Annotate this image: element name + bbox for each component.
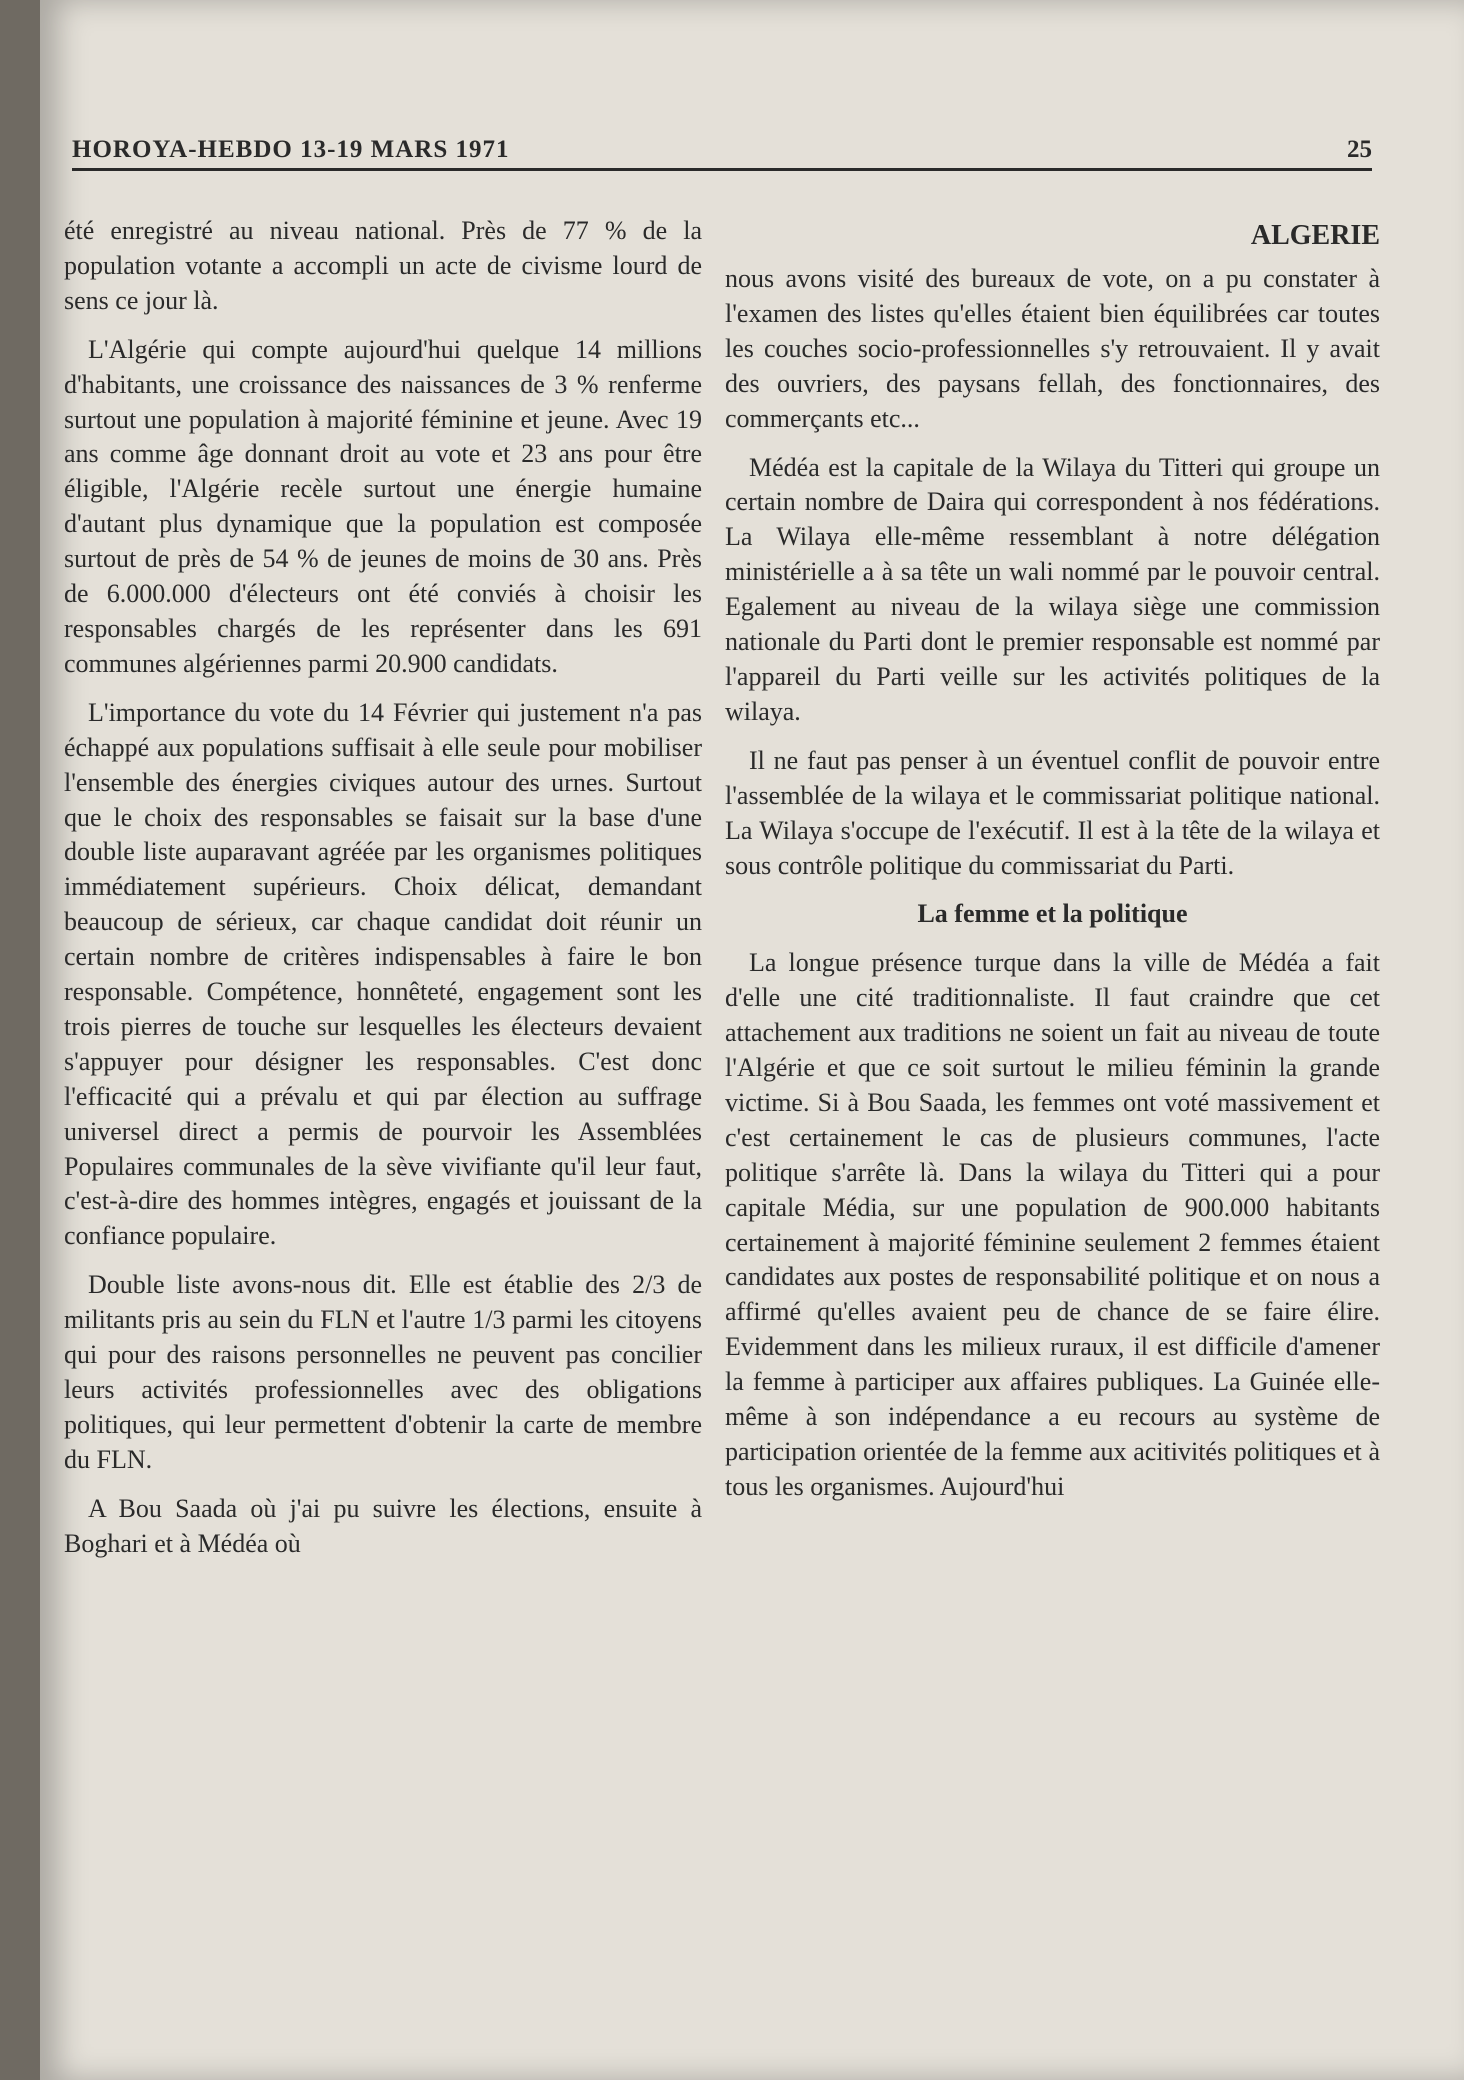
left-column [64, 214, 702, 1576]
section-label: ALGERIE [1250, 220, 1380, 251]
page-header [72, 128, 1372, 171]
left-paragraph-3: L'importance du vote du 14 Février qui justement n'a pas échappé aux populations suffisait à elle seule pour mobiliser l'ensemble des énergies civiques autour des urnes. Surtout que le choix des responsables se faisait sur la base d'une double liste auparavant agréée par les organismes politiques immédiatement supérieurs. Choix délicat, demandant beaucoup de sérieux, car chaque candidat doit réunir un certain nombre de critères indispensables à faire le bon responsable. Compétence, honnêteté, engagement sont les trois pierres de touche sur lesquelles les électeurs devaient s'appuyer pour désigner les responsables. C'est donc l'efficacité qui a prévalu et qui par élection au suffrage universel direct a permis de pourvoir les Assemblées Populaires communales de la sève vivifiante qu'il leur faut, c'est-à-dire des hommes intègres, engagés et jouissant de la confiance populaire. [64, 697, 702, 1251]
newspaper-page [40, 0, 1464, 2080]
publication-title: HOROYA-HEBDO 13-19 MARS 1971 [72, 136, 510, 163]
left-paragraph-5: A Bou Saada où j'ai pu suivre les élections, ensuite à Boghari et à Médéa où [64, 1493, 702, 1558]
right-column [725, 262, 1380, 1519]
right-paragraph-1: nous avons visité des bureaux de vote, on a pu constater à l'examen des listes qu'elles étaient bien équilibrées car toutes les couches socio-professionnelles s'y retrouvaient. Il y avait des ouvriers, des paysans fellah, des fonctionnaires, des commerçants etc... [725, 264, 1380, 433]
page-number: 25 [1347, 136, 1372, 163]
right-paragraph-3: Il ne faut pas penser à un éventuel conflit de pouvoir entre l'assemblée de la wilaya et le commissariat politique national. La Wilaya s'occupe de l'exécutif. Il est à la tête de la wilaya et sous contrôle politique du commissariat du Parti. [725, 745, 1380, 880]
left-paragraph-1: été enregistré au niveau national. Près de 77 % de la population votante a accompli un acte de civisme lourd de sens ce jour là. [64, 216, 702, 315]
right-paragraph-4: La longue présence turque dans la ville de Médéa a fait d'elle une cité traditionnaliste. Il faut craindre que cet attachement aux traditions ne soient un fait au niveau de toute l'Algérie et que ce soit surtout le milieu féminin la grande victime. Si à Bou Saada, les femmes ont voté massivement et c'est certainement le cas de plusieurs communes, l'acte politique s'arrête là. Dans la wilaya du Titteri qui a pour capitale Média, sur une population de 900.000 habitants certainement à majorité féminine seulement 2 femmes étaient candidates aux postes de responsabilité politique et on nous a affirmé qu'elles avaient peu de chance de se faire élire. Evidemment dans les milieux ruraux, il est difficile d'amener la femme à participer aux affaires publiques. La Guinée elle-même à son indépendance a eu recours au système de participation orientée de la femme aux acitivités politiques et à tous les organismes. Aujourd'hui [725, 948, 1380, 1501]
left-paragraph-2: L'Algérie qui compte aujourd'hui quelque 14 millions d'habitants, une croissance des naissances de 3 % renferme surtout une population à majorité féminine et jeune. Avec 19 ans comme âge donnant droit au vote et 23 ans pour être éligible, l'Algérie recèle surtout une énergie humaine d'autant plus dynamique que la population est composée surtout de près de 54 % de jeunes de moins de 30 ans. Près de 6.000.000 d'électeurs ont été conviés à choisir les responsables chargés de les représenter dans les 691 communes algériennes parmi 20.900 candidats. [64, 334, 702, 678]
section-subheading: La femme et la politique [917, 899, 1188, 929]
right-paragraph-2: Médéa est la capitale de la Wilaya du Titteri qui groupe un certain nombre de Daira qui correspondent à nos fédérations. La Wilaya elle-même ressemblant à notre délégation ministérielle a à sa tête un wali nommé par le pouvoir central. Egalement au niveau de la wilaya siège une commission nationale du Parti dont le premier responsable est nommé par l'appareil du Parti veille sur les activités politiques de la wilaya. [725, 452, 1380, 726]
left-paragraph-4: Double liste avons-nous dit. Elle est établie des 2/3 de militants pris au sein du FLN et l'autre 1/3 parmi les citoyens qui pour des raisons personnelles ne peuvent pas concilier leurs activités professionnelles avec des obligations politiques, qui leur permettent d'obtenir la carte de membre du FLN. [64, 1270, 702, 1474]
